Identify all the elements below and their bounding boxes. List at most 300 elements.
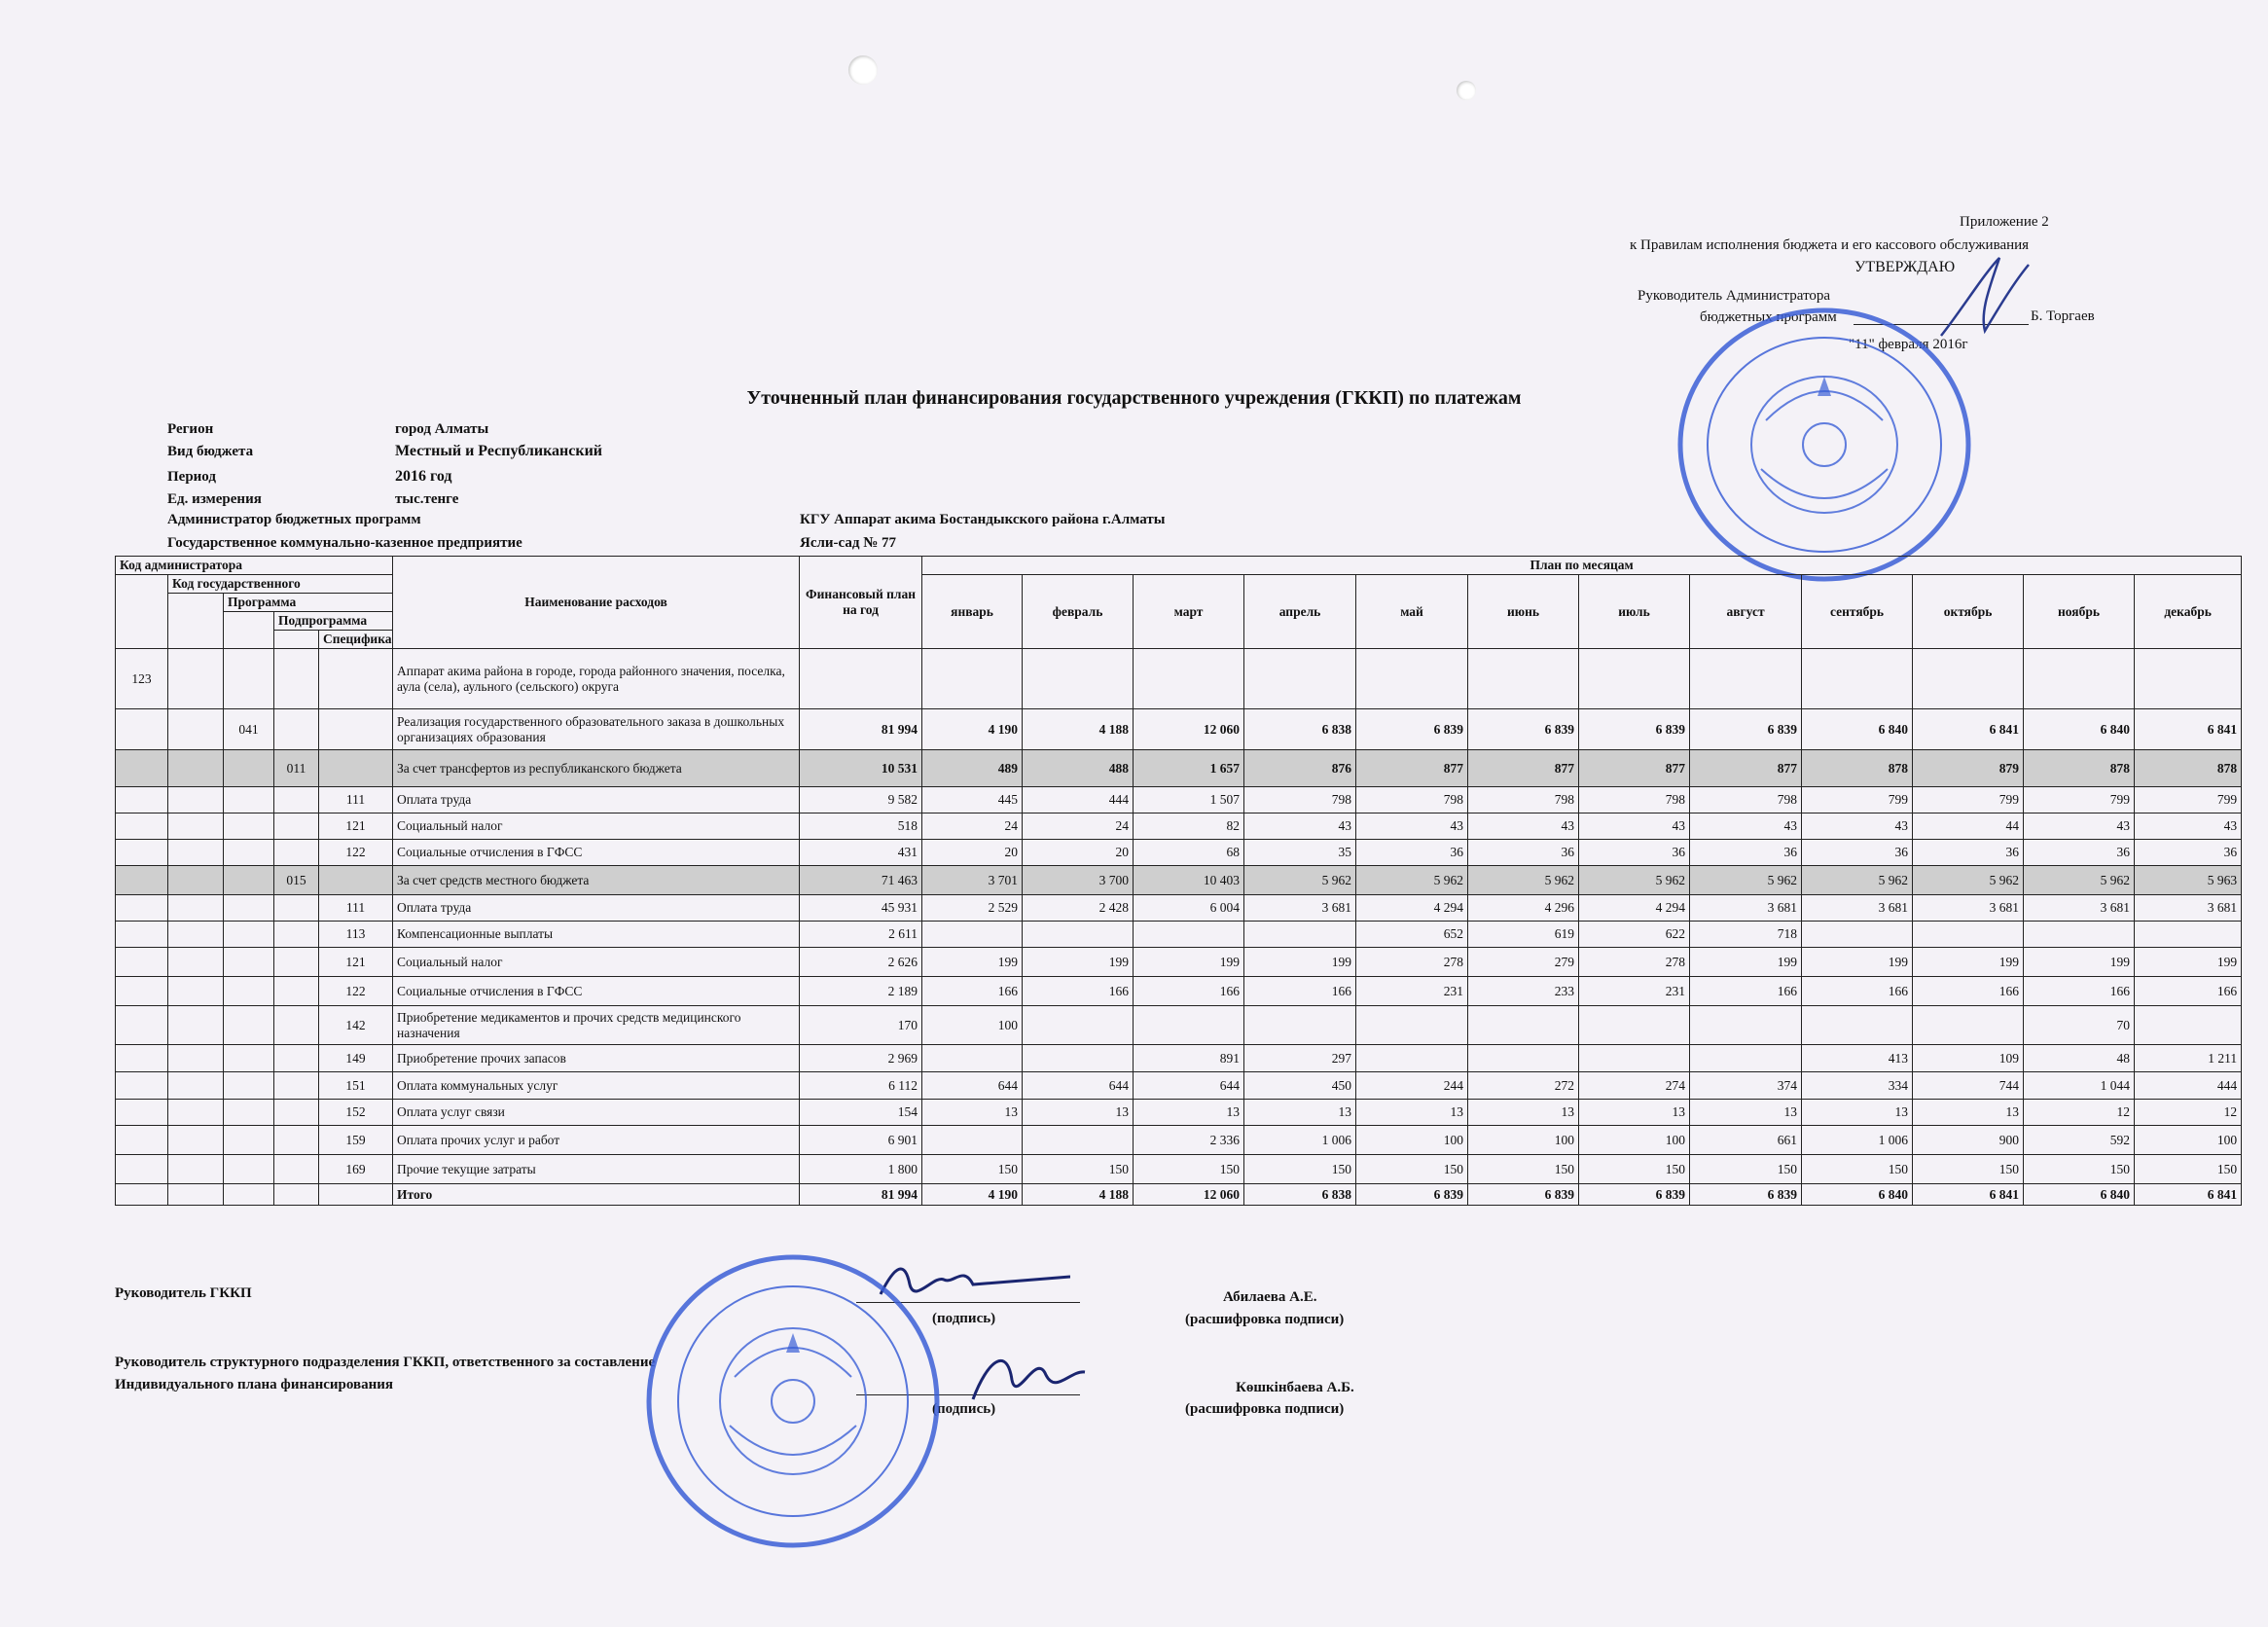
header-month-2: февраль [1023, 575, 1134, 649]
expense-name-cell: Оплата услуг связи [393, 1100, 800, 1126]
month-value-cell: 5 963 [2135, 866, 2242, 895]
month-value-cell [1913, 1006, 2024, 1045]
month-value-cell: 43 [1579, 814, 1690, 840]
expense-name-cell: Социальные отчисления в ГФСС [393, 840, 800, 866]
month-value-cell: 6 838 [1244, 709, 1356, 750]
month-value-cell: 622 [1579, 922, 1690, 948]
month-value-cell [1244, 1006, 1356, 1045]
header-month-10: октябрь [1913, 575, 2024, 649]
total-month-value: 12 060 [1134, 1184, 1244, 1206]
header-admin-code: Код администратора [116, 557, 393, 575]
annual-plan-cell: 71 463 [800, 866, 922, 895]
subprogram-code-cell [274, 709, 319, 750]
admin-code-cell [116, 787, 168, 814]
subprogram-code-cell [274, 895, 319, 922]
month-value-cell: 166 [1244, 977, 1356, 1006]
month-value-cell: 2 336 [1134, 1126, 1244, 1155]
specific-code-cell [319, 649, 393, 709]
month-value-cell [1244, 922, 1356, 948]
month-value-cell [1356, 1006, 1468, 1045]
head-name: Абилаева А.Е. [1223, 1289, 1317, 1305]
table-row [116, 948, 2242, 977]
month-value-cell: 374 [1690, 1072, 1802, 1100]
month-value-cell: 150 [1690, 1155, 1802, 1184]
month-value-cell [1913, 649, 2024, 709]
month-value-cell: 450 [1244, 1072, 1356, 1100]
month-value-cell: 150 [2135, 1155, 2242, 1184]
month-value-cell: 1 006 [1244, 1126, 1356, 1155]
header-program: Программа [224, 594, 393, 612]
expense-name-cell: Социальный налог [393, 948, 800, 977]
month-value-cell: 166 [2135, 977, 2242, 1006]
table-row [116, 1045, 2242, 1072]
table-row [116, 1006, 2242, 1045]
total-month-value: 4 190 [922, 1184, 1023, 1206]
table-row [116, 895, 2242, 922]
specific-code-cell: 149 [319, 1045, 393, 1072]
month-value-cell: 36 [2135, 840, 2242, 866]
month-value-cell: 798 [1468, 787, 1579, 814]
annual-plan-cell: 2 626 [800, 948, 922, 977]
document-title: Уточненный план финансирования государственного учреждения (ГККП) по платежам [746, 387, 1522, 409]
month-value-cell: 877 [1690, 750, 1802, 787]
month-value-cell: 150 [1244, 1155, 1356, 1184]
approver-title-2: бюджетных программ [1700, 309, 1837, 325]
month-value-cell: 644 [1134, 1072, 1244, 1100]
table-row [116, 787, 2242, 814]
header-gov-code: Код государственного [168, 575, 393, 594]
total-code-cell [274, 1184, 319, 1206]
appendix-label: Приложение 2 [1960, 214, 2049, 230]
expense-name-cell: Реализация государственного образовательного заказа в дошкольных организациях образования [393, 709, 800, 750]
month-value-cell: 150 [1134, 1155, 1244, 1184]
month-value-cell [1690, 649, 1802, 709]
month-value-cell: 43 [1690, 814, 1802, 840]
financing-plan-table [115, 556, 2242, 1206]
month-value-cell: 592 [2024, 1126, 2135, 1155]
month-value-cell: 6 841 [1913, 709, 2024, 750]
gov-code-cell [168, 1100, 224, 1126]
month-value-cell: 4 294 [1579, 895, 1690, 922]
table-row [116, 922, 2242, 948]
month-value-cell [1134, 649, 1244, 709]
gov-code-cell [168, 1072, 224, 1100]
table-row [116, 649, 2242, 709]
month-value-cell: 12 060 [1134, 709, 1244, 750]
month-value-cell: 6 840 [1802, 709, 1913, 750]
month-value-cell: 199 [1690, 948, 1802, 977]
admin-code-cell [116, 1072, 168, 1100]
admin-code-cell [116, 1045, 168, 1072]
month-value-cell: 3 681 [2135, 895, 2242, 922]
rules-label: к Правилам исполнения бюджета и его кассового обслуживания [1630, 237, 2030, 253]
month-value-cell: 5 962 [2024, 866, 2135, 895]
month-value-cell: 13 [922, 1100, 1023, 1126]
month-value-cell: 4 190 [922, 709, 1023, 750]
month-value-cell [1468, 1006, 1579, 1045]
month-value-cell: 272 [1468, 1072, 1579, 1100]
month-value-cell [1023, 922, 1134, 948]
subprogram-code-cell [274, 787, 319, 814]
specific-code-cell [319, 709, 393, 750]
month-value-cell: 5 962 [1468, 866, 1579, 895]
month-value-cell: 36 [1468, 840, 1579, 866]
meta-admin-value: КГУ Аппарат акима Бостандыкского района г.Алматы [800, 512, 1166, 527]
table-row [116, 814, 2242, 840]
month-value-cell: 100 [1468, 1126, 1579, 1155]
expense-name-cell: Оплата труда [393, 895, 800, 922]
annual-plan-cell: 10 531 [800, 750, 922, 787]
official-stamp-top [1674, 304, 1975, 586]
gov-code-cell [168, 750, 224, 787]
month-value-cell [2135, 922, 2242, 948]
gov-code-cell [168, 1126, 224, 1155]
expense-name-cell: Приобретение прочих запасов [393, 1045, 800, 1072]
expense-name-cell: Прочие текущие затраты [393, 1155, 800, 1184]
month-value-cell: 877 [1579, 750, 1690, 787]
month-value-cell: 3 681 [1802, 895, 1913, 922]
month-value-cell: 652 [1356, 922, 1468, 948]
month-value-cell: 278 [1579, 948, 1690, 977]
program-code-cell: 041 [224, 709, 274, 750]
annual-plan-cell: 2 611 [800, 922, 922, 948]
struct-label-2: Индивидуального плана финансирования [115, 1377, 394, 1392]
month-value-cell [1690, 1006, 1802, 1045]
month-value-cell: 166 [2024, 977, 2135, 1006]
month-value-cell: 6 840 [2024, 709, 2135, 750]
header-expense-name: Наименование расходов [393, 557, 800, 649]
total-code-cell [116, 1184, 168, 1206]
month-value-cell: 878 [2024, 750, 2135, 787]
program-code-cell [224, 1006, 274, 1045]
month-value-cell: 6 839 [1690, 709, 1802, 750]
month-value-cell: 2 428 [1023, 895, 1134, 922]
month-value-cell: 43 [1244, 814, 1356, 840]
month-value-cell [1802, 649, 1913, 709]
month-value-cell: 2 529 [922, 895, 1023, 922]
month-value-cell: 297 [1244, 1045, 1356, 1072]
specific-code-cell: 111 [319, 787, 393, 814]
table-row [116, 840, 2242, 866]
header-annual-plan: Финансовый план на год [800, 557, 922, 649]
specific-code-cell: 122 [319, 977, 393, 1006]
meta-unit-label: Ед. измерения [167, 491, 262, 507]
program-code-cell [224, 895, 274, 922]
approver-name: Б. Торгаев [2031, 308, 2095, 324]
month-value-cell: 166 [1913, 977, 2024, 1006]
gov-code-cell [168, 922, 224, 948]
month-value-cell: 199 [1134, 948, 1244, 977]
month-value-cell: 36 [1356, 840, 1468, 866]
month-value-cell: 12 [2024, 1100, 2135, 1126]
official-stamp-bottom [642, 1250, 944, 1552]
program-code-cell [224, 649, 274, 709]
month-value-cell: 24 [922, 814, 1023, 840]
header-month-6: июнь [1468, 575, 1579, 649]
admin-code-cell [116, 922, 168, 948]
month-value-cell: 10 403 [1134, 866, 1244, 895]
subprogram-code-cell [274, 1155, 319, 1184]
month-value-cell: 900 [1913, 1126, 2024, 1155]
table-row [116, 1155, 2242, 1184]
header-month-7: июль [1579, 575, 1690, 649]
table-row [116, 750, 2242, 787]
total-row [116, 1184, 2242, 1206]
month-value-cell: 150 [1023, 1155, 1134, 1184]
subprogram-code-cell: 015 [274, 866, 319, 895]
month-value-cell [1913, 922, 2024, 948]
total-month-value: 6 839 [1690, 1184, 1802, 1206]
month-value-cell: 13 [1468, 1100, 1579, 1126]
subprogram-code-cell [274, 922, 319, 948]
header-admin-spacer [116, 575, 168, 649]
header-subprog-spacer [274, 631, 319, 649]
month-value-cell: 878 [1802, 750, 1913, 787]
specific-code-cell [319, 750, 393, 787]
month-value-cell [1023, 649, 1134, 709]
admin-code-cell [116, 1126, 168, 1155]
month-value-cell: 488 [1023, 750, 1134, 787]
month-value-cell [2024, 922, 2135, 948]
header-month-1: январь [922, 575, 1023, 649]
admin-code-cell [116, 948, 168, 977]
header-month-4: апрель [1244, 575, 1356, 649]
total-code-cell [168, 1184, 224, 1206]
expense-name-cell: Оплата прочих услуг и работ [393, 1126, 800, 1155]
month-value-cell: 233 [1468, 977, 1579, 1006]
admin-code-cell [116, 750, 168, 787]
month-value-cell: 24 [1023, 814, 1134, 840]
month-value-cell: 199 [2024, 948, 2135, 977]
expense-name-cell: За счет средств местного бюджета [393, 866, 800, 895]
admin-code-cell: 123 [116, 649, 168, 709]
expense-name-cell: Социальный налог [393, 814, 800, 840]
month-value-cell: 5 962 [1356, 866, 1468, 895]
meta-enterprise-label: Государственное коммунально-казенное предприятие [167, 535, 522, 551]
program-code-cell [224, 814, 274, 840]
expense-name-cell: Компенсационные выплаты [393, 922, 800, 948]
header-month-8: август [1690, 575, 1802, 649]
gov-code-cell [168, 948, 224, 977]
month-value-cell [922, 1126, 1023, 1155]
program-code-cell [224, 1072, 274, 1100]
subprogram-code-cell: 011 [274, 750, 319, 787]
month-value-cell: 6 841 [2135, 709, 2242, 750]
meta-enterprise-value: Ясли-сад № 77 [800, 535, 897, 551]
month-value-cell: 744 [1913, 1072, 2024, 1100]
month-value-cell: 150 [1579, 1155, 1690, 1184]
annual-plan-cell: 9 582 [800, 787, 922, 814]
gov-code-cell [168, 895, 224, 922]
month-value-cell: 1 044 [2024, 1072, 2135, 1100]
table-row [116, 866, 2242, 895]
month-value-cell: 4 294 [1356, 895, 1468, 922]
month-value-cell: 13 [1356, 1100, 1468, 1126]
month-value-cell [2135, 649, 2242, 709]
program-code-cell [224, 750, 274, 787]
specific-code-cell: 111 [319, 895, 393, 922]
expense-name-cell: Приобретение медикаментов и прочих средств медицинского назначения [393, 1006, 800, 1045]
month-value-cell: 4 296 [1468, 895, 1579, 922]
month-value-cell: 6 839 [1579, 709, 1690, 750]
month-value-cell: 231 [1579, 977, 1690, 1006]
subprogram-code-cell [274, 1006, 319, 1045]
specific-code-cell: 121 [319, 814, 393, 840]
specific-code-cell: 152 [319, 1100, 393, 1126]
meta-budget-value: Местный и Республиканский [395, 443, 603, 459]
annual-plan-cell: 2 969 [800, 1045, 922, 1072]
total-code-cell [319, 1184, 393, 1206]
admin-code-cell [116, 840, 168, 866]
program-code-cell [224, 922, 274, 948]
month-value-cell: 799 [2024, 787, 2135, 814]
table-row [116, 977, 2242, 1006]
specific-code-cell: 169 [319, 1155, 393, 1184]
month-value-cell [1023, 1045, 1134, 1072]
month-value-cell: 879 [1913, 750, 2024, 787]
month-value-cell: 43 [1802, 814, 1913, 840]
subprogram-code-cell [274, 948, 319, 977]
total-month-value: 4 188 [1023, 1184, 1134, 1206]
annual-plan-cell: 170 [800, 1006, 922, 1045]
month-value-cell: 82 [1134, 814, 1244, 840]
month-value-cell: 13 [1134, 1100, 1244, 1126]
month-value-cell: 798 [1244, 787, 1356, 814]
month-value-cell: 5 962 [1913, 866, 2024, 895]
month-value-cell [1023, 1126, 1134, 1155]
program-code-cell [224, 1045, 274, 1072]
month-value-cell [1244, 649, 1356, 709]
month-value-cell: 150 [1468, 1155, 1579, 1184]
month-value-cell: 43 [1356, 814, 1468, 840]
month-value-cell: 644 [922, 1072, 1023, 1100]
month-value-cell: 13 [1913, 1100, 2024, 1126]
month-value-cell: 5 962 [1579, 866, 1690, 895]
expense-name-cell: Оплата труда [393, 787, 800, 814]
month-value-cell: 5 962 [1244, 866, 1356, 895]
header-month-11: ноябрь [2024, 575, 2135, 649]
struct-decode: (расшифровка подписи) [1185, 1401, 1345, 1417]
month-value-cell [1023, 1006, 1134, 1045]
month-value-cell: 13 [1244, 1100, 1356, 1126]
specific-code-cell: 113 [319, 922, 393, 948]
program-code-cell [224, 866, 274, 895]
month-value-cell: 489 [922, 750, 1023, 787]
header-monthly-plan: План по месяцам [922, 557, 2242, 575]
subprogram-code-cell [274, 840, 319, 866]
month-value-cell [1468, 649, 1579, 709]
annual-plan-cell: 154 [800, 1100, 922, 1126]
month-value-cell: 199 [922, 948, 1023, 977]
expense-name-cell: Оплата коммунальных услуг [393, 1072, 800, 1100]
month-value-cell: 150 [922, 1155, 1023, 1184]
month-value-cell: 3 681 [1913, 895, 2024, 922]
month-value-cell [2135, 1006, 2242, 1045]
total-annual: 81 994 [800, 1184, 922, 1206]
month-value-cell [1468, 1045, 1579, 1072]
month-value-cell: 109 [1913, 1045, 2024, 1072]
month-value-cell: 20 [1023, 840, 1134, 866]
annual-plan-cell: 6 112 [800, 1072, 922, 1100]
admin-code-cell [116, 977, 168, 1006]
month-value-cell: 718 [1690, 922, 1802, 948]
meta-period-label: Период [167, 469, 216, 485]
annual-plan-cell: 81 994 [800, 709, 922, 750]
month-value-cell: 12 [2135, 1100, 2242, 1126]
meta-region-label: Регион [167, 421, 214, 437]
month-value-cell: 644 [1023, 1072, 1134, 1100]
specific-code-cell: 121 [319, 948, 393, 977]
admin-code-cell [116, 1155, 168, 1184]
total-code-cell [224, 1184, 274, 1206]
month-value-cell [1579, 1006, 1690, 1045]
month-value-cell: 877 [1468, 750, 1579, 787]
total-month-value: 6 839 [1579, 1184, 1690, 1206]
month-value-cell: 166 [922, 977, 1023, 1006]
month-value-cell: 44 [1913, 814, 2024, 840]
month-value-cell [1579, 1045, 1690, 1072]
month-value-cell: 36 [1913, 840, 2024, 866]
table-row [116, 1100, 2242, 1126]
header-prog-spacer [224, 612, 274, 649]
month-value-cell: 3 681 [2024, 895, 2135, 922]
program-code-cell [224, 1100, 274, 1126]
month-value-cell [2024, 649, 2135, 709]
specific-code-cell: 151 [319, 1072, 393, 1100]
specific-code-cell [319, 866, 393, 895]
month-value-cell [1802, 922, 1913, 948]
month-value-cell: 20 [922, 840, 1023, 866]
approval-date: "11" февраля 2016г [1849, 337, 1968, 352]
month-value-cell: 876 [1244, 750, 1356, 787]
specific-code-cell: 122 [319, 840, 393, 866]
header-subprogram: Подпрограмма [274, 612, 393, 631]
month-value-cell: 68 [1134, 840, 1244, 866]
month-value-cell: 799 [1913, 787, 2024, 814]
month-value-cell: 798 [1579, 787, 1690, 814]
gov-code-cell [168, 1155, 224, 1184]
month-value-cell: 877 [1356, 750, 1468, 787]
month-value-cell: 5 962 [1802, 866, 1913, 895]
annual-plan-cell: 1 800 [800, 1155, 922, 1184]
month-value-cell: 199 [1913, 948, 2024, 977]
month-value-cell [1134, 922, 1244, 948]
total-month-value: 6 841 [2135, 1184, 2242, 1206]
month-value-cell: 244 [1356, 1072, 1468, 1100]
month-value-cell: 891 [1134, 1045, 1244, 1072]
month-value-cell: 6 004 [1134, 895, 1244, 922]
admin-code-cell [116, 866, 168, 895]
program-code-cell [224, 787, 274, 814]
month-value-cell: 231 [1356, 977, 1468, 1006]
program-code-cell [224, 1155, 274, 1184]
month-value-cell: 166 [1134, 977, 1244, 1006]
program-code-cell [224, 840, 274, 866]
month-value-cell: 166 [1802, 977, 1913, 1006]
head-label: Руководитель ГККП [115, 1285, 252, 1301]
month-value-cell: 334 [1802, 1072, 1913, 1100]
gov-code-cell [168, 814, 224, 840]
subprogram-code-cell [274, 1045, 319, 1072]
struct-sign-caption: (подпись) [932, 1401, 996, 1417]
total-month-value: 6 838 [1244, 1184, 1356, 1206]
admin-code-cell [116, 709, 168, 750]
month-value-cell: 166 [1023, 977, 1134, 1006]
month-value-cell: 43 [2024, 814, 2135, 840]
subprogram-code-cell [274, 977, 319, 1006]
month-value-cell: 13 [1802, 1100, 1913, 1126]
month-value-cell [1579, 649, 1690, 709]
